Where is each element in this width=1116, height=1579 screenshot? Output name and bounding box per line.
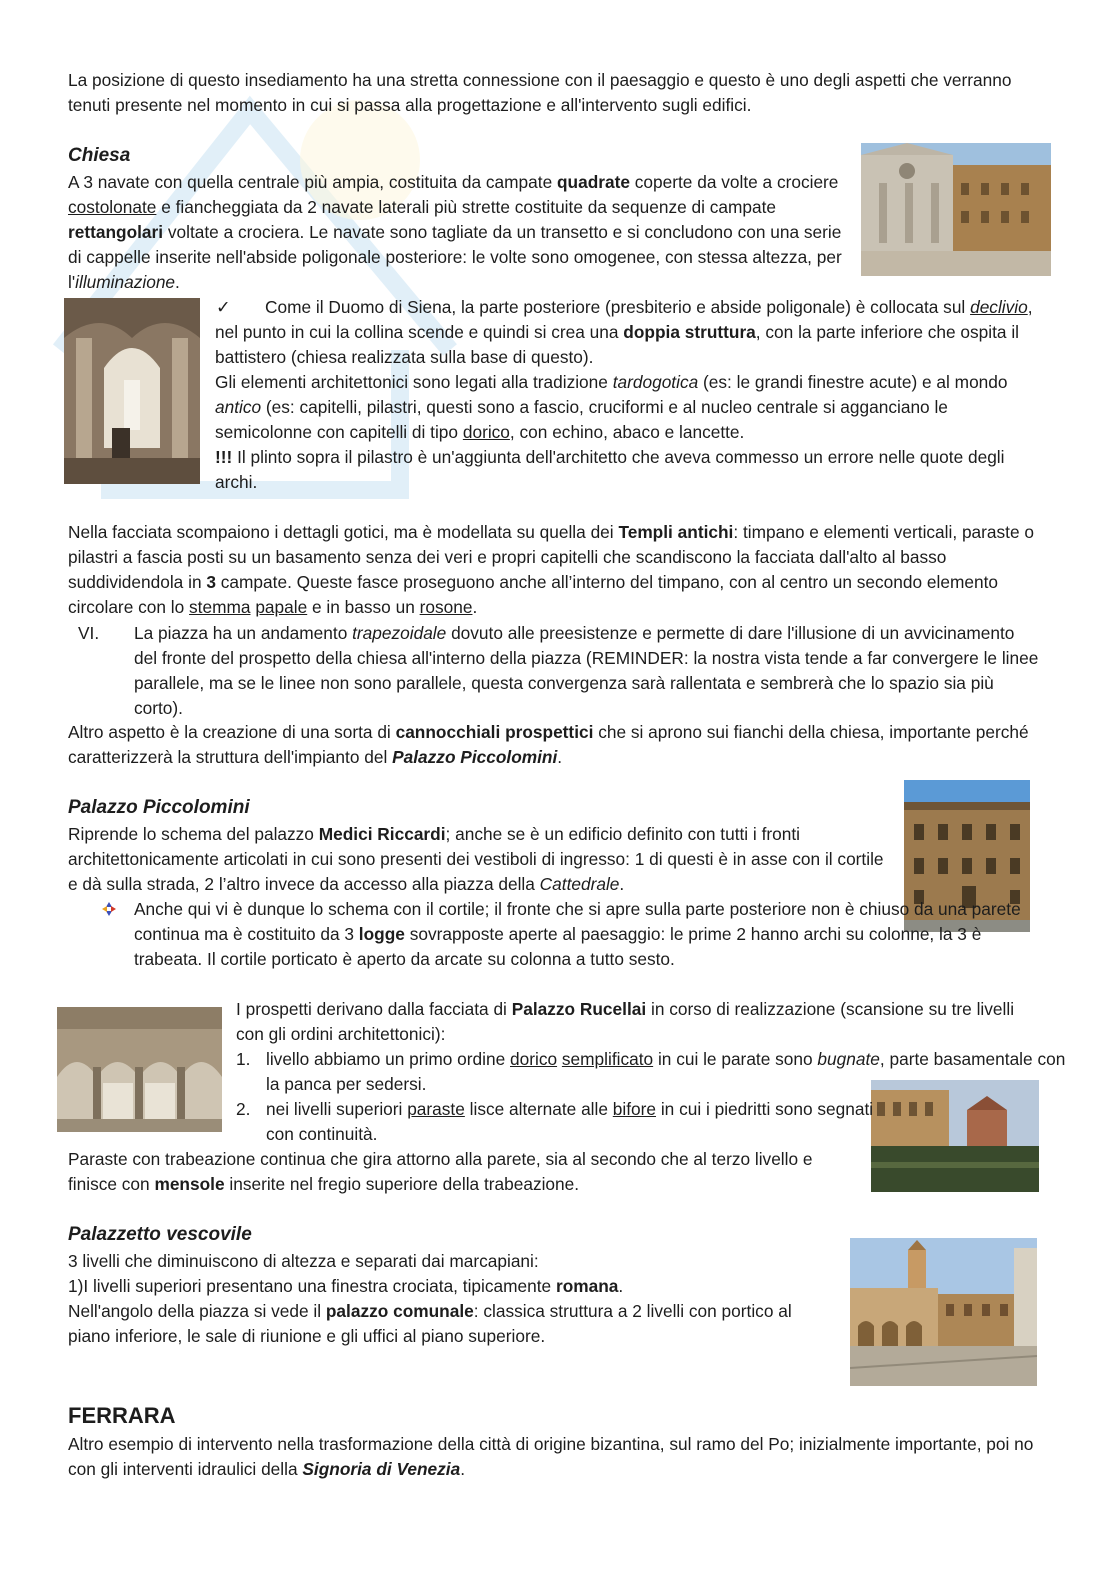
piazza-palazzo-comunale-photo: [850, 1238, 1037, 1386]
piccolomini-list-item-1: 1. livello abbiamo un primo ordine dorico semplificato in cui le parate sono bugnate, parte basamentale con la panca per sedersi.: [236, 1049, 1066, 1094]
bullet-arrows-icon: [101, 901, 117, 917]
vescovile-paragraph-3: Nell'angolo della piazza si vede il palazzo comunale: classica struttura a 2 livelli con portico al piano inferiore, le sale di riunione e gli uffici al piano superiore.: [68, 1301, 792, 1346]
cathedral-facade-photo: [861, 143, 1051, 276]
chiesa-paragraph-5: Nella facciata scompaiono i dettagli gotici, ma è modellata su quella dei Templi antichi: timpano e elementi verticali, paraste o pilastri a fascia posti su un basamento senza dei veri e propri capitelli che scandiscono la facciata dall'alto al basso suddividendola in 3 campate. Queste fasce proseguono anche all’interno del timpano, con al centro un secondo elemento circolare con lo stemma papale e in basso un rosone.: [68, 522, 1034, 617]
intro-paragraph: La posizione di questo insediamento ha una stretta connessione con il paesaggio e questo è uno degli aspetti che verranno tenuti presente nel momento in cui si passa alla progettazione e all'intervento sugli edifici.: [68, 70, 1012, 115]
piccolomini-paragraph-4: Paraste con trabeazione continua che gira attorno alla parete, sia al secondo che al terzo livello e finisce con mensole inserite nel fregio superiore della trabeazione.: [68, 1149, 813, 1194]
vescovile-paragraph-2: 1)I livelli superiori presentano una finestra crociata, tipicamente romana.: [68, 1276, 624, 1296]
chiesa-paragraph-1: A 3 navate con quella centrale più ampia, costituita da campate quadrate coperte da volte a crociere costolonate e fiancheggiata da 2 navate laterali più strette costituite da sequenze di campate rettangolari voltate a crociera. Le navate sono tagliate da un transetto e si concludono con una serie di cappelle inserite nell'abside poligonale posteriore: le volte sono omogenee, con stessa altezza, per l'illuminazione.: [68, 172, 842, 292]
cathedral-interior-photo: [64, 298, 200, 484]
piccolomini-paragraph-3: I prospetti derivano dalla facciata di Palazzo Rucellai in corso di realizzazione (scansione su tre livelli con gli ordini architettonici):: [236, 999, 1015, 1044]
piccolomini-paragraph-2: Anche qui vi è dunque lo schema con il cortile; il fronte che si apre sulla parte posteriore non è chiuso da una parete continua ma è costituito da 3 logge sovrapposte aperte al paesaggio: le prime 2 hanno archi su colonne, la 3 è trabeata. Il cortile porticato è aperto da arcate su colonna a tutto sesto.: [134, 899, 1021, 969]
chiesa-paragraph-3: Gli elementi architettonici sono legati alla tradizione tardogotica (es: le grandi finestre acute) e al mondo antico (es: capitelli, pilastri, questi sono a fascio, cruciformi e al nucleo centrale si agganciano le semicolonne con capitelli di tipo dorico, con echino, abaco e lancette.: [215, 372, 1008, 442]
vescovile-paragraph-1: 3 livelli che diminuiscono di altezza e separati dai marcapiani:: [68, 1251, 539, 1271]
chiesa-paragraph-7: Altro aspetto è la creazione di una sorta di cannocchiali prospettici che si aprono sui fianchi della chiesa, importante perché caratterizzerà la struttura dell'impianto del Palazzo Piccolomini.: [68, 722, 1029, 767]
chiesa-paragraph-4: !!! Il plinto sopra il pilastro è un'aggiunta dell'architetto che aveva commesso un errore nelle quote degli archi.: [215, 447, 1005, 492]
chiesa-paragraph-2: Come il Duomo di Siena, la parte posteriore (presbiterio e abside poligonale) è collocata sul declivio, nel punto in cui la collina scende e quindi si crea una doppia struttura, con la parte inferiore che ospita il battistero (chiesa realizzata sulla base di questo).: [215, 297, 1033, 367]
ferrara-paragraph-1: Altro esempio di intervento nella trasformazione della città di origine bizantina, sul ramo del Po; inizialmente importante, poi no con gli interventi idraulici della Signoria di Venezia.: [68, 1434, 1034, 1479]
piccolomini-list-item-2: 2. nei livelli superiori paraste lisce alternate alle bifore in cui i piedritti sono segnati con continuità.: [236, 1099, 874, 1144]
section-title-chiesa: Chiesa: [68, 145, 131, 166]
section-title-ferrara: FERRARA: [68, 1403, 176, 1428]
chiesa-paragraph-6: La piazza ha un andamento trapezoidale dovuto alle preesistenze e permette di dare l'illusione di un avvicinamento del fronte del prospetto della chiesa all'interno della piazza (REMINDER: la nostra vista tende a far convergere le linee parallele, ma se le linee non sono parallele, questa convergenza sarà rallentata e sembrerà che lo spazio sia più corto).: [134, 623, 1039, 718]
courtyard-photo: [57, 1007, 222, 1132]
roman-numeral-marker: VI.: [78, 623, 100, 643]
check-icon: ✓: [216, 297, 231, 317]
section-title-piccolomini: Palazzo Piccolomini: [68, 797, 250, 818]
section-title-vescovile: Palazzetto vescovile: [68, 1224, 252, 1245]
piccolomini-paragraph-1: Riprende lo schema del palazzo Medici Riccardi; anche se è un edificio definito con tutti i fronti architettonicamente articolati in cui sono presenti dei vestiboli di ingresso: 1 di questi è in asse con il cortile e dà sulla strada, 2 l’altro invece da accesso alla piazza della Cattedrale.: [68, 824, 884, 894]
